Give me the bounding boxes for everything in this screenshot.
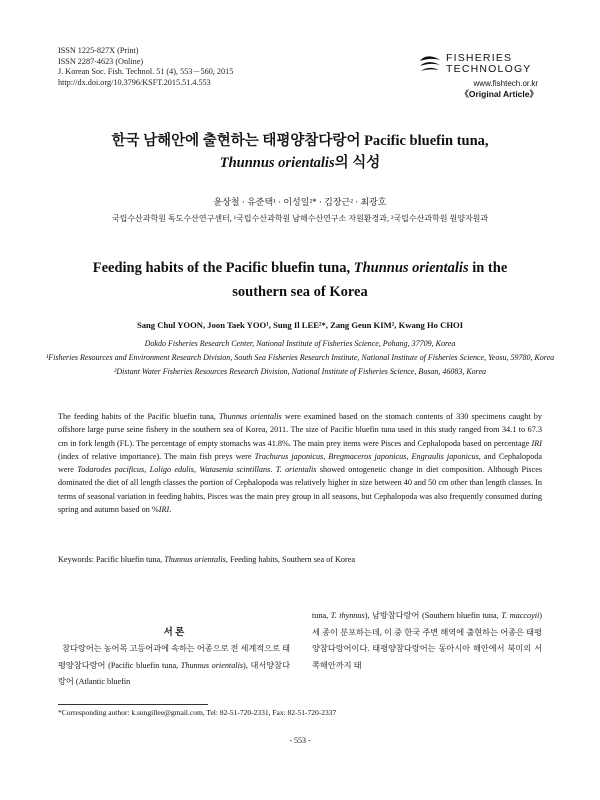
journal-metadata [58, 46, 233, 88]
korean-title-suffix: 의 식성 [334, 155, 381, 171]
abstract-text: showed ontogenetic change in diet composition. Although Pisces dominated the diet of all length classes the portion of Cephalopoda was relatively higher in size between 40 and 50 cm other than length classes. In terms of seasonal variation in feeding habits, Pisces was the main prey group in all seasons, but Cephalopoda was also frequently consumed during spring and autumn based on % [58, 465, 543, 515]
page-number: - 553 - [289, 736, 311, 745]
abstract-species: T. orientalis [275, 465, 317, 475]
affiliation-2: ²Distant Water Fisheries Resources Research Division, National Institute of Fisheries Science, Busan, 46083, Korea [113, 367, 487, 376]
abstract-text: , [406, 451, 412, 461]
fish-wave-logo-icon [418, 52, 442, 76]
intro-paragraph-left [58, 641, 290, 691]
abstract-text: The feeding habits of the Pacific bluefin tuna, [58, 412, 219, 421]
doi-link[interactable]: http://dx.doi.org/10.3796/KSFT.2015.51.4.553 [58, 77, 211, 87]
abstract-species: Todarodes pacificus [77, 465, 145, 475]
intro-text: tuna, [312, 611, 331, 620]
abstract-text: (index of relative importance). The main fish preys were [58, 451, 255, 461]
abstract-text: . [169, 505, 172, 515]
english-title-species: Thunnus orientalis [353, 260, 469, 276]
affiliation-1: ¹Fisheries Resources and Environment Research Division, South Sea Fisheries Research Institute, National Institute of Fisheries Science, Yeosu, 59780, Korea [45, 353, 555, 362]
korean-title-species: Thunnus orientalis [219, 155, 335, 171]
affiliation-0: Dokdo Fisheries Research Center, National Institute of Fisheries Science, Pohang, 37709, Korea [144, 339, 456, 348]
journal-reference: J. Korean Soc. Fish. Technol. 51 (4), 553－560, 2015 [58, 67, 234, 77]
issn-print: ISSN 1225-827X (Print) [58, 46, 139, 55]
intro-left-column [58, 625, 290, 691]
intro-text: ), 대서양참다랑어 (Atlantic bluefin [58, 660, 290, 687]
abstract-text: , [323, 451, 329, 461]
issn-online: ISSN 2287-4623 (Online) [58, 56, 144, 66]
article-type: 《Original Article》 [460, 89, 538, 99]
english-title-line-1 [40, 256, 560, 280]
korean-title-line-1: 한국 남해안에 출현하는 태평양참다랑어 Pacific bluefin tuna, [111, 133, 489, 149]
footnote-rule [58, 704, 208, 705]
abstract-species: Watasenia scintillans [199, 465, 271, 475]
section-heading: 서 론 [163, 628, 185, 638]
abstract-species: Engraulis japonicus [411, 451, 479, 461]
english-title-suffix: in the [472, 260, 508, 276]
abstract-species: Bregmaceros japonicus [328, 451, 407, 461]
english-authors: Sang Chul YOON, Joon Taek YOO¹, Sung Il LEE²*, Zang Geun KIM², Kwang Ho CHOI [136, 320, 464, 330]
intro-species: T. thynnus [330, 611, 365, 620]
english-title-prefix: Feeding habits of the Pacific bluefin tuna, [92, 260, 351, 276]
abstract-text: . [270, 465, 276, 475]
intro-right-column [312, 608, 542, 674]
abstract-species: Loligo edulis [149, 465, 194, 475]
logo-line-2: TECHNOLOGY [446, 63, 532, 75]
journal-logo [418, 52, 542, 100]
korean-authors: 윤상철 · 유준택¹ · 이성일²* · 김장근² · 최광호 [213, 197, 387, 207]
intro-species: Thunnus orientalis [180, 660, 244, 670]
english-title [40, 256, 560, 304]
intro-text: ), 남방참다랑어 (Southern bluefin tuna, [364, 611, 502, 620]
korean-affiliation: 국립수산과학원 독도수산연구센터, ¹국립수산과학원 남해수산연구소 자원환경과, ²국립수산과학원 원양자원과 [111, 214, 489, 223]
korean-title-line-2 [40, 152, 560, 174]
keywords-species: Thunnus orientalis [164, 555, 226, 564]
abstract-text: , and Cephalopoda were [58, 451, 543, 475]
intro-species: T. maccoyii [501, 611, 540, 620]
intro-text: ) 세 종이 분포하는데, 이 중 한국 주변 해역에 출현하는 어종은 태평양참다랑어이다. 태평양참다랑어는 동아시아 해안에서 북미의 서쪽해안까지 태 [312, 611, 542, 670]
logo-line-1: FISHERIES [446, 52, 513, 64]
english-title-line-2: southern sea of Korea [232, 284, 368, 300]
korean-title [40, 130, 560, 174]
abstract-text: , [144, 465, 150, 475]
abstract [58, 410, 542, 516]
keywords-text: , Feeding habits, Southern sea of Korea [225, 555, 355, 564]
keywords-text: Keywords: Pacific bluefin tuna, [58, 555, 165, 564]
abstract-text: , [193, 465, 200, 475]
journal-url[interactable]: www.fishtech.or.kr [473, 79, 538, 88]
intro-text: 참다랑어는 농어목 고등어과에 속하는 어종으로 전 세계적으로 태평양참다랑어 (Pacific bluefin tuna, [58, 644, 290, 670]
keywords [58, 555, 542, 564]
abstract-species: Trachurus japonicus [254, 451, 324, 461]
corresponding-author-footnote: *Corresponding author: k.sungillee@gmail.com, Tel: 82-51-720-2331, Fax: 82-51-720-2337 [58, 708, 337, 717]
abstract-text: were examined based on the stomach contents of 330 specimens caught by offshore large purse seine fishery in the southern sea of Korea, 2011. The size of Pacific bluefin tuna used in this study ranged from 34.1 to 67.3 cm in fork length (FL). The percentage of empty stomachs was 41.8%. The main prey items were Pisces and Cephalopoda based on percentage [58, 412, 542, 448]
english-affiliations [40, 337, 560, 379]
abstract-species: Thunnus orientalis [218, 412, 282, 421]
abstract-term: IRI [158, 505, 170, 515]
abstract-term: IRI [531, 438, 542, 448]
